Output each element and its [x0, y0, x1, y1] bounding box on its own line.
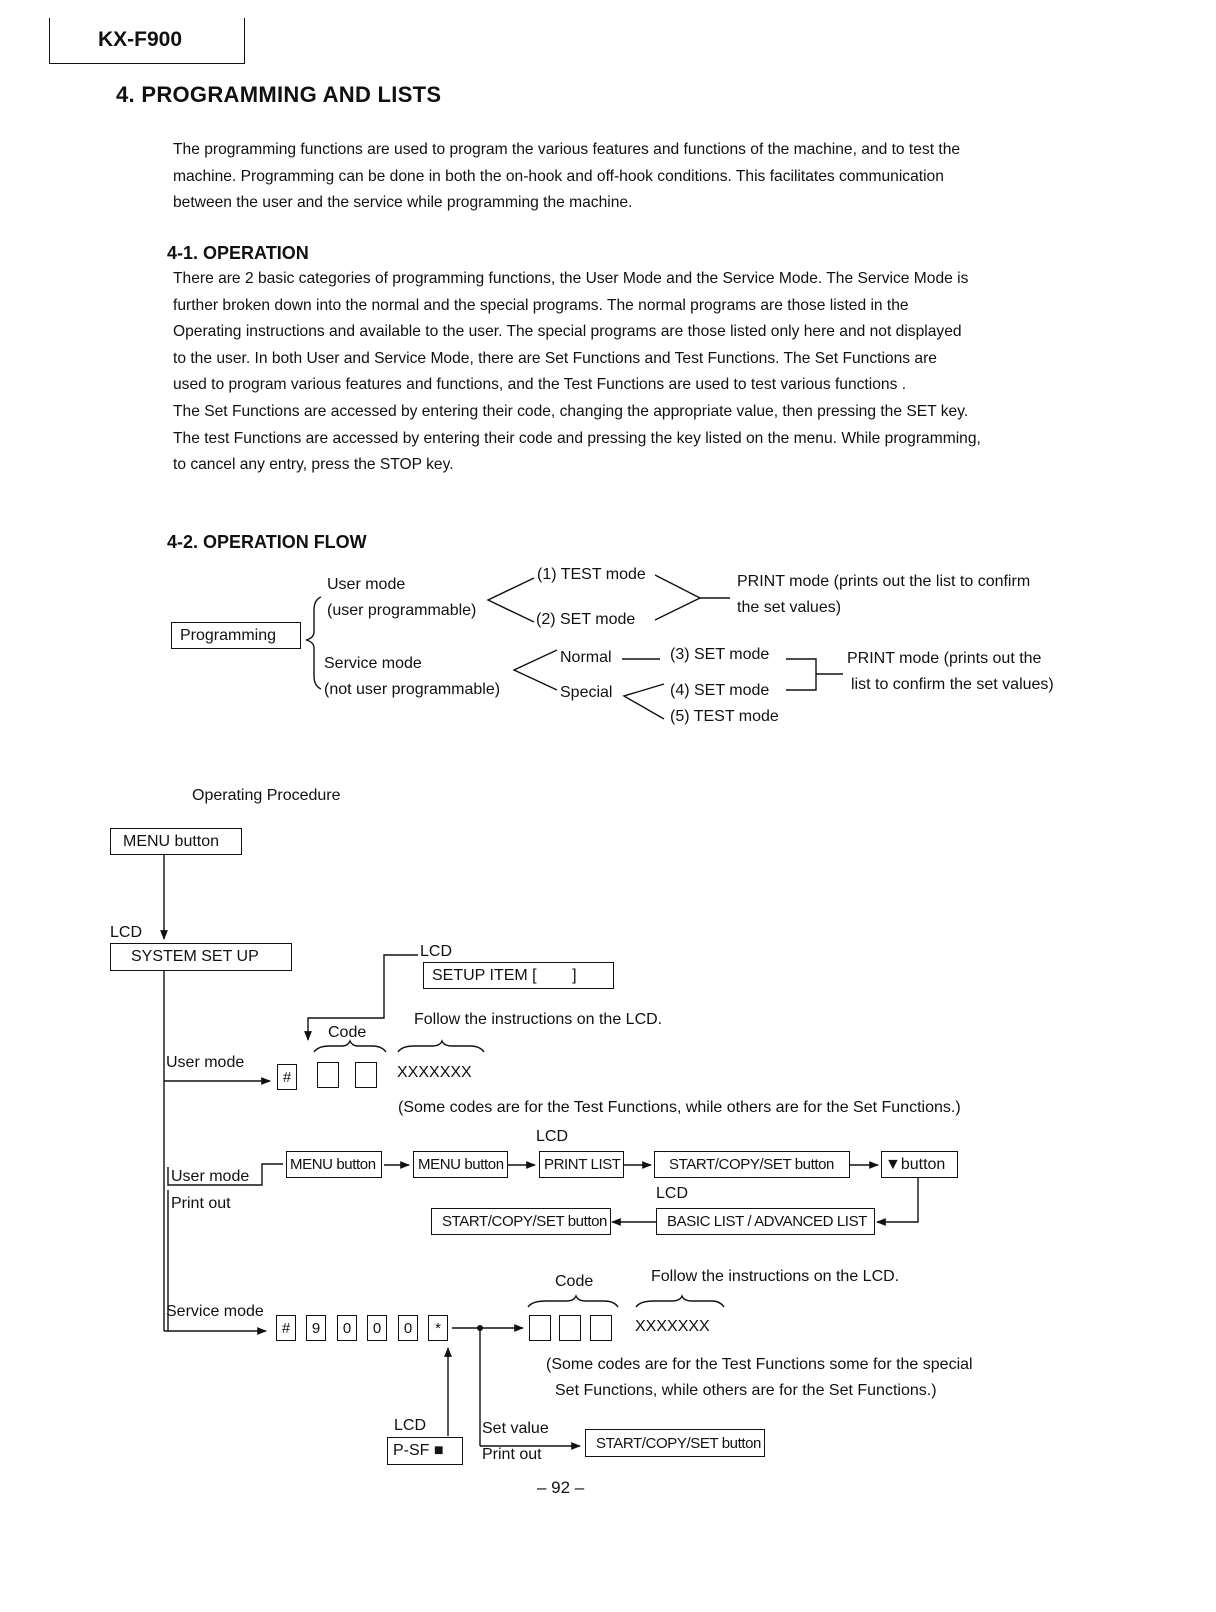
model-label: KX-F900: [98, 28, 183, 51]
section-title: 4. PROGRAMMING AND LISTS: [116, 82, 442, 107]
intro-line: The programming functions are used to program the various features and functions of the machine, and to test the: [173, 141, 961, 158]
operation-line: There are 2 basic categories of programming functions, the User Mode and the Service Mode. The Service Mode is: [173, 270, 969, 287]
service-code-box: [559, 1315, 581, 1341]
system-set-up-lcd: SYSTEM SET UP: [110, 943, 292, 971]
test-mode-5: (5) TEST mode: [670, 708, 779, 725]
start-copy-set-step-2: START/COPY/SET button: [431, 1208, 611, 1235]
print-out-label-service: Print out: [482, 1446, 542, 1463]
operating-procedure-title: Operating Procedure: [192, 787, 341, 804]
operation-title: 4-1. OPERATION: [167, 243, 309, 263]
print-mode-service-line-2: list to confirm the set values): [851, 676, 1054, 693]
code-label: Code: [328, 1024, 367, 1041]
intro-line: machine. Programming can be done in both the on-hook and off-hook conditions. This facilitates communication: [173, 167, 944, 185]
service-key: 0: [398, 1315, 418, 1341]
operation-line: to the user. In both User and Service Mode, there are Set Functions and Test Functions. The Set Functions are: [173, 349, 937, 367]
hash-key: #: [277, 1064, 297, 1090]
down-arrow-button: ▼button: [881, 1151, 958, 1178]
lcd-label-print-list: LCD: [536, 1128, 569, 1145]
start-copy-set-step-1: START/COPY/SET button: [654, 1151, 850, 1178]
operation-line: to cancel any entry, press the STOP key.: [173, 456, 454, 474]
lcd-label: LCD: [110, 924, 143, 941]
code-label-service: Code: [555, 1273, 594, 1290]
set-mode-2: (2) SET mode: [536, 611, 636, 628]
print-out-label: Print out: [171, 1195, 231, 1212]
service-mode-label-proc: Service mode: [166, 1303, 264, 1320]
intro-line: between the user and the service while programming the machine.: [173, 194, 633, 212]
user-mode-label: User mode: [327, 576, 406, 593]
service-code-box: [529, 1315, 551, 1341]
print-mode-line-2: the set values): [737, 599, 842, 616]
user-programmable-label: (user programmable): [327, 602, 477, 619]
set-mode-4: (4) SET mode: [670, 682, 770, 699]
service-value-placeholder: XXXXXXX: [635, 1318, 710, 1335]
follow-instructions-service: Follow the instructions on the LCD.: [651, 1268, 900, 1285]
menu-button-box: MENU button: [110, 828, 242, 855]
service-note-line-1: (Some codes are for the Test Functions some for the special: [546, 1356, 973, 1373]
test-mode-1: (1) TEST mode: [537, 566, 646, 583]
print-mode-service-line-1: PRINT mode (prints out the: [847, 650, 1042, 667]
service-key: 0: [367, 1315, 387, 1341]
set-value-label: Set value: [482, 1420, 549, 1437]
lcd-label-psf: LCD: [394, 1417, 427, 1434]
operation-line: The Set Functions are accessed by entering their code, changing the appropriate value, then pressing the SET key.: [173, 402, 969, 420]
service-code-box: [590, 1315, 612, 1341]
psf-lcd: P-SF ■: [387, 1437, 463, 1465]
start-copy-set-step-3: START/COPY/SET button: [585, 1429, 765, 1457]
user-mode-note: (Some codes are for the Test Functions, while others are for the Set Functions.): [398, 1099, 961, 1116]
basic-advanced-list-lcd: BASIC LIST / ADVANCED LIST: [656, 1208, 875, 1235]
menu-button-step-1: MENU button: [286, 1151, 382, 1178]
code-digit-box: [355, 1062, 377, 1088]
operation-line: used to program various features and functions, and the Test Functions are used to test various functions .: [173, 376, 907, 394]
service-note-line-2: Set Functions, while others are for the Set Functions.): [555, 1382, 937, 1399]
setup-item-lcd: SETUP ITEM [ ]: [423, 962, 614, 989]
operation-line: The test Functions are accessed by entering their code and pressing the key listed on the menu. While programming,: [173, 429, 981, 447]
code-digit-box: [317, 1062, 339, 1088]
service-key: 0: [337, 1315, 357, 1341]
special-label: Special: [560, 684, 613, 701]
operation-flow-title: 4-2. OPERATION FLOW: [167, 532, 367, 552]
programming-box: Programming: [171, 622, 301, 649]
user-mode-label-proc: User mode: [166, 1054, 245, 1071]
user-mode-label-print: User mode: [171, 1168, 250, 1185]
service-key: 9: [306, 1315, 326, 1341]
service-key: #: [276, 1315, 296, 1341]
lcd-label-basic-list: LCD: [656, 1185, 689, 1202]
value-placeholder: XXXXXXX: [397, 1064, 472, 1081]
service-key: *: [428, 1315, 448, 1341]
set-mode-3: (3) SET mode: [670, 646, 770, 663]
not-user-programmable-label: (not user programmable): [324, 681, 501, 698]
menu-button-step-2: MENU button: [413, 1151, 508, 1178]
operation-line: further broken down into the normal and the special programs. The normal programs are those listed in the: [173, 296, 909, 314]
print-list-lcd: PRINT LIST: [539, 1151, 624, 1178]
service-mode-label: Service mode: [324, 655, 422, 672]
follow-instructions: Follow the instructions on the LCD.: [414, 1011, 663, 1028]
lcd-label-setup: LCD: [420, 943, 453, 960]
operation-line: Operating instructions and available to the user. The special programs are those listed only here and not displayed: [173, 323, 962, 341]
normal-label: Normal: [560, 649, 612, 666]
page-number: – 92 –: [537, 1478, 585, 1497]
print-mode-line-1: PRINT mode (prints out the list to confirm: [737, 573, 1031, 590]
